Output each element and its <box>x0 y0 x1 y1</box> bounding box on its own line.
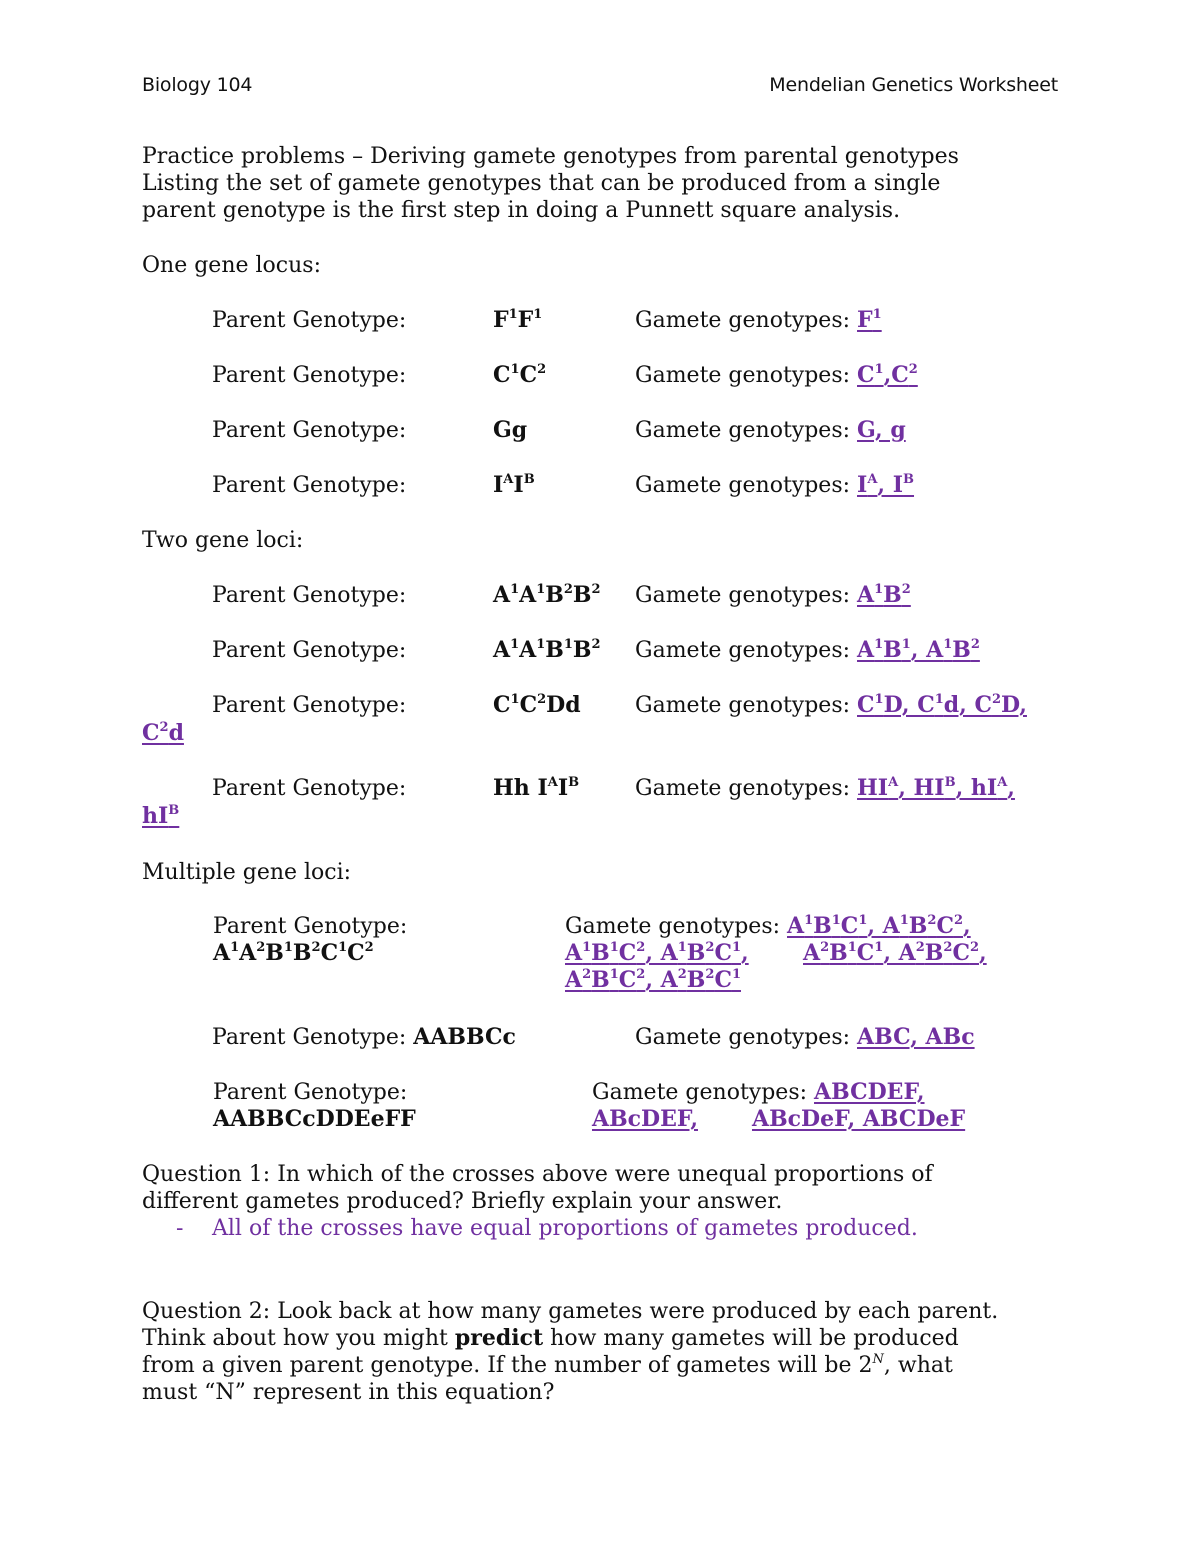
gamete-answer: ABC, ABc <box>857 1024 975 1050</box>
gamete-answer: G, g <box>857 417 906 443</box>
question-2-text: Think about how you might <box>142 1326 448 1351</box>
gamete-genotypes-row <box>635 775 1015 802</box>
gamete-answer: $I^A$, $I^B$ <box>857 472 915 498</box>
gamete-genotypes-label: Gamete genotypes: <box>635 583 851 608</box>
question-2-line-3: from a given parent genotype. If the number of gametes will be $2^N$, what <box>142 1352 953 1378</box>
parent-genotype-label: Parent Genotype: <box>213 914 408 939</box>
gamete-answer: $F^1$ <box>857 307 882 333</box>
question-2-bold-word: predict <box>454 1325 544 1351</box>
parent-genotype-label: Parent Genotype: <box>212 638 407 663</box>
gamete-genotypes-row <box>635 1024 975 1051</box>
section-multiple-loci: Multiple gene loci: <box>142 860 352 885</box>
gamete-answer: $HI^A$, $HI^B$, $hI^A$, <box>857 775 1015 801</box>
question-2-line-1: Question 2: Look back at how many gametes were produced by each parent. <box>142 1299 999 1324</box>
parent-genotype-value: Hh $I^AI^B$ <box>493 775 580 801</box>
gamete-genotypes-label: Gamete genotypes: <box>635 693 851 718</box>
gamete-genotypes-label: Gamete genotypes: <box>635 1025 851 1050</box>
gamete-genotypes-label: Gamete genotypes: <box>635 308 851 333</box>
gamete-genotypes-label: Gamete genotypes: <box>635 363 851 388</box>
parent-genotype-value: $F^1F^1$ <box>493 307 543 333</box>
parent-genotype-label: Parent Genotype: <box>212 363 407 388</box>
gamete-answer: $A^2B^1C^2$, $A^2B^2C^1$ <box>565 967 741 993</box>
gamete-answer-line <box>565 967 741 994</box>
gamete-answer: $C^2d$ <box>142 720 184 746</box>
section-two-loci: Two gene loci: <box>142 528 304 553</box>
parent-genotype-label: Parent Genotype: <box>212 693 407 718</box>
gamete-answer: $A^1B^2$ <box>857 582 911 608</box>
parent-genotype-value: AABBCcDDEeFF <box>213 1106 416 1132</box>
parent-genotype-value: $C^1C^2Dd$ <box>493 692 581 718</box>
parent-genotype-value: $I^AI^B$ <box>493 472 535 498</box>
gamete-genotypes-label: Gamete genotypes: <box>635 418 851 443</box>
gamete-genotypes-label: Gamete genotypes: <box>635 776 851 801</box>
parent-genotype-label: Parent Genotype: <box>212 583 407 608</box>
gamete-answer-line <box>752 1106 965 1133</box>
parent-genotype-label: Parent Genotype: <box>212 418 407 443</box>
gamete-answer-wrap <box>142 803 179 830</box>
question-1-line-1: Question 1: In which of the crosses above were unequal proportions of <box>142 1162 933 1187</box>
question-2-line-2 <box>142 1325 959 1352</box>
gamete-answer: $A^1B^1C^1$, $A^1B^2C^2$, <box>787 913 971 939</box>
section-one-locus: One gene locus: <box>142 253 321 278</box>
gamete-genotypes-row <box>635 362 918 389</box>
parent-genotype-row <box>212 1024 516 1051</box>
bullet-dash: - <box>176 1216 184 1241</box>
question-2-line-4: must “N” represent in this equation? <box>142 1380 555 1405</box>
parent-genotype-value: $A^1A^2B^1B^2C^1C^2$ <box>213 940 374 966</box>
gamete-genotypes-row <box>635 692 1027 719</box>
gamete-genotypes-row <box>635 472 914 499</box>
gamete-answer-line <box>592 1106 698 1133</box>
gamete-genotypes-row <box>635 637 980 664</box>
gamete-answer: ABcDeF, ABCDeF <box>752 1106 966 1132</box>
gamete-answer-line <box>565 940 749 967</box>
parent-genotype-value: $A^1A^1B^1B^2$ <box>493 637 601 663</box>
parent-genotype-value: $A^1A^1B^2B^2$ <box>493 582 601 608</box>
gamete-genotypes-label: Gamete genotypes: <box>635 638 851 663</box>
parent-genotype-label: Parent Genotype: <box>212 1025 407 1050</box>
gamete-answer: $A^1B^1$, $A^1B^2$ <box>857 637 980 663</box>
gamete-genotypes-label: Gamete genotypes: <box>635 473 851 498</box>
question-1-line-2: different gametes produced? Briefly explain your answer. <box>142 1189 783 1214</box>
parent-genotype-value: $C^1C^2$ <box>493 362 547 388</box>
intro-line-2: Listing the set of gamete genotypes that can be produced from a single <box>142 171 941 196</box>
gamete-answer: ABcDEF, <box>592 1106 698 1132</box>
parent-genotype-label: Parent Genotype: <box>212 473 407 498</box>
worksheet-title-header: Mendelian Genetics Worksheet <box>769 74 1058 96</box>
question-1-answer: All of the crosses have equal proportions of gametes produced. <box>212 1216 918 1241</box>
gamete-genotypes-row <box>635 417 906 444</box>
gamete-answer: $C^1D$, $C^1d$, $C^2D$, <box>857 692 1027 718</box>
gamete-answer: $A^1B^1C^2$, $A^1B^2C^1$, <box>565 940 749 966</box>
parent-genotype-label: Parent Genotype: <box>213 1080 408 1105</box>
gamete-genotypes-row <box>635 307 882 334</box>
gamete-answer-line <box>803 940 987 967</box>
course-header: Biology 104 <box>142 74 253 96</box>
gamete-answer: $hI^B$ <box>142 803 180 829</box>
parent-genotype-label: Parent Genotype: <box>212 776 407 801</box>
parent-genotype-value: AABBCc <box>413 1024 516 1050</box>
gamete-genotypes-row <box>565 913 971 940</box>
gamete-genotypes-label: Gamete genotypes: <box>565 914 781 939</box>
gamete-genotypes-row <box>635 582 911 609</box>
gamete-genotypes-label: Gamete genotypes: <box>592 1080 808 1105</box>
gamete-answer: $A^2B^1C^1$, $A^2B^2C^2$, <box>803 940 987 966</box>
gamete-answer-wrap <box>142 720 184 747</box>
intro-line-1: Practice problems – Deriving gamete genotypes from parental genotypes <box>142 144 959 169</box>
parent-genotype-label: Parent Genotype: <box>212 308 407 333</box>
gamete-answer: ABCDEF, <box>814 1079 925 1105</box>
parent-genotype-value: Gg <box>493 417 528 443</box>
question-2-text: how many gametes will be produced <box>550 1326 959 1351</box>
gamete-answer: $C^1,C^2$ <box>857 362 918 388</box>
intro-line-3: parent genotype is the first step in doing a Punnett square analysis. <box>142 198 901 223</box>
gamete-genotypes-row <box>592 1079 925 1106</box>
